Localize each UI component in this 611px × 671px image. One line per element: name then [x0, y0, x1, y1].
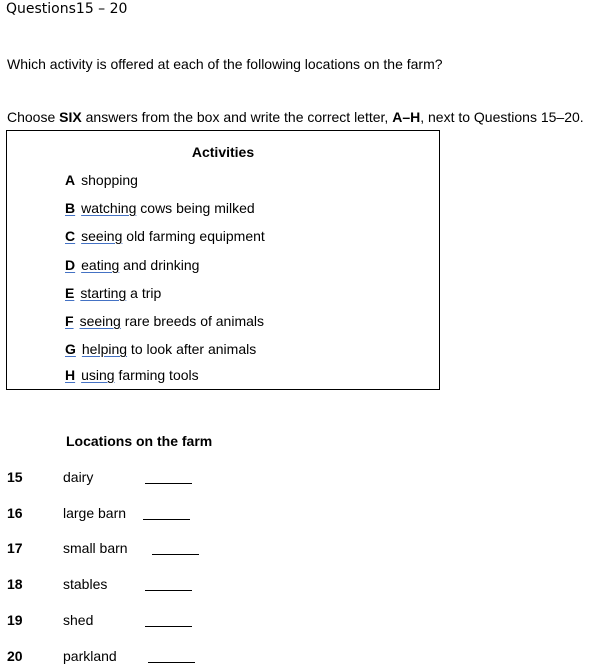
activity-option-b	[65, 200, 255, 216]
answer-blank[interactable]	[152, 554, 199, 555]
activity-option-a	[65, 172, 138, 188]
question-row-17	[0, 540, 611, 560]
option-verb: seeing	[81, 228, 123, 244]
option-letter: G	[65, 341, 76, 357]
option-letter: C	[65, 228, 76, 244]
option-verb: starting	[80, 285, 127, 301]
option-letter: E	[65, 285, 75, 301]
activities-box	[6, 130, 440, 390]
location-name: parkland	[63, 648, 117, 664]
location-name: small barn	[63, 540, 128, 556]
option-letter: H	[65, 367, 76, 383]
activities-title: Activities	[191, 144, 255, 160]
option-rest: to look after animals	[127, 341, 257, 357]
option-verb: watching	[81, 200, 137, 216]
location-name: large barn	[63, 505, 127, 521]
location-name: dairy	[63, 469, 94, 485]
option-rest: old farming equipment	[122, 228, 265, 244]
instruction-mid: answers from the box and write the correct letter,	[81, 109, 393, 125]
instruction-count: SIX	[59, 109, 82, 125]
question-row-16	[0, 505, 611, 525]
location-name: stables	[63, 576, 108, 592]
option-letter: B	[65, 200, 76, 216]
question-number: 15	[7, 469, 23, 485]
activity-option-c	[65, 228, 265, 244]
question-number: 17	[7, 540, 23, 556]
answer-blank[interactable]	[145, 626, 192, 627]
question-number: 20	[7, 648, 23, 664]
activity-option-f	[65, 313, 264, 329]
activity-option-h	[65, 367, 199, 383]
option-verb: seeing	[79, 313, 121, 329]
option-verb: helping	[81, 341, 128, 357]
option-rest: rare breeds of animals	[120, 313, 265, 329]
locations-title: Locations on the farm	[66, 433, 213, 449]
option-rest: farming tools	[114, 367, 199, 383]
option-letter: D	[65, 257, 76, 273]
answer-blank[interactable]	[148, 662, 195, 663]
instruction-range: A–H	[392, 109, 421, 125]
option-rest: a trip	[126, 285, 162, 301]
option-letter: F	[65, 313, 74, 329]
option-letter: A	[65, 172, 76, 188]
activity-option-e	[65, 285, 161, 301]
activity-option-d	[65, 257, 199, 273]
section-heading: Questions15 – 20	[6, 1, 128, 17]
answer-blank[interactable]	[145, 590, 192, 591]
instruction-post: , next to Questions 15–20.	[420, 109, 584, 125]
question-text: Which activity is offered at each of the following locations on the farm?	[7, 56, 443, 72]
option-verb: eating	[81, 257, 120, 273]
answer-blank[interactable]	[143, 519, 190, 520]
instruction-pre: Choose	[7, 109, 60, 125]
answer-blank[interactable]	[145, 483, 192, 484]
question-row-18	[0, 576, 611, 596]
question-number: 18	[7, 576, 23, 592]
option-verb: using	[81, 367, 115, 383]
instruction-text	[7, 109, 584, 125]
question-row-19	[0, 612, 611, 632]
question-number: 16	[7, 505, 23, 521]
activity-option-g	[65, 341, 256, 357]
question-row-20	[0, 648, 611, 668]
option-rest: and drinking	[119, 257, 200, 273]
option-verb: shopping	[81, 172, 138, 188]
question-number: 19	[7, 612, 23, 628]
option-rest: cows being milked	[136, 200, 255, 216]
question-row-15	[0, 469, 611, 489]
location-name: shed	[63, 612, 94, 628]
